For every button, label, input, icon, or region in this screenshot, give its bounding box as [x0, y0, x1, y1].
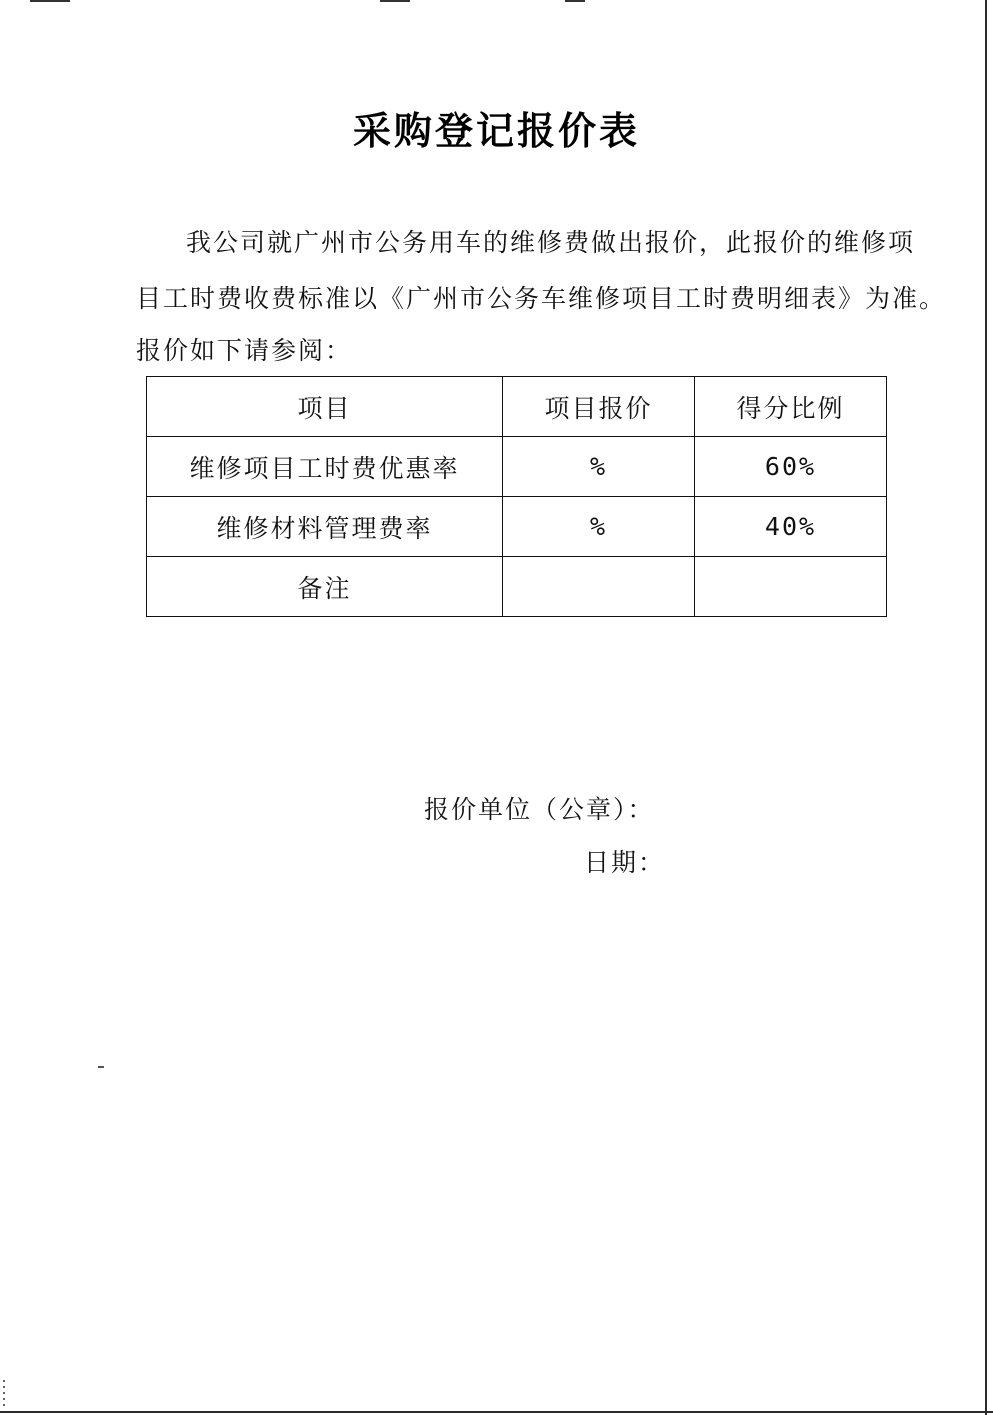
row-item: 备注 — [147, 557, 503, 617]
row-item: 维修材料管理费率 — [147, 497, 503, 557]
intro-line-3: 报价如下请参阅： — [136, 336, 353, 365]
intro-line-2: 目工时费收费标准以《广州市公务车维修项目工时费明细表》为准。 — [136, 284, 947, 313]
scan-left-dots — [3, 1380, 5, 1410]
quotation-table — [146, 376, 887, 617]
header-item: 项目 — [147, 377, 503, 437]
row-ratio — [695, 557, 887, 617]
header-quote: 项目报价 — [503, 377, 695, 437]
scan-top-edge-mark — [30, 0, 590, 3]
quoting-unit-label: 报价单位（公章）： — [424, 795, 655, 824]
row-quote: % — [503, 497, 695, 557]
row-item: 维修项目工时费优惠率 — [147, 437, 503, 497]
table-row — [147, 497, 887, 557]
table-row — [147, 557, 887, 617]
scan-bottom-edge — [0, 1411, 993, 1413]
table-header-row — [147, 377, 887, 437]
document-title: 采购登记报价表 — [352, 109, 640, 153]
row-ratio: 40% — [695, 497, 887, 557]
header-ratio: 得分比例 — [695, 377, 887, 437]
row-quote: % — [503, 437, 695, 497]
scan-right-edge — [985, 0, 987, 1415]
table-row — [147, 437, 887, 497]
row-ratio: 60% — [695, 437, 887, 497]
row-quote — [503, 557, 695, 617]
date-label: 日期： — [584, 848, 666, 877]
scan-dust-mark — [98, 1066, 104, 1068]
intro-line-1: 我公司就广州市公务用车的维修费做出报价，此报价的维修项 — [186, 228, 916, 257]
